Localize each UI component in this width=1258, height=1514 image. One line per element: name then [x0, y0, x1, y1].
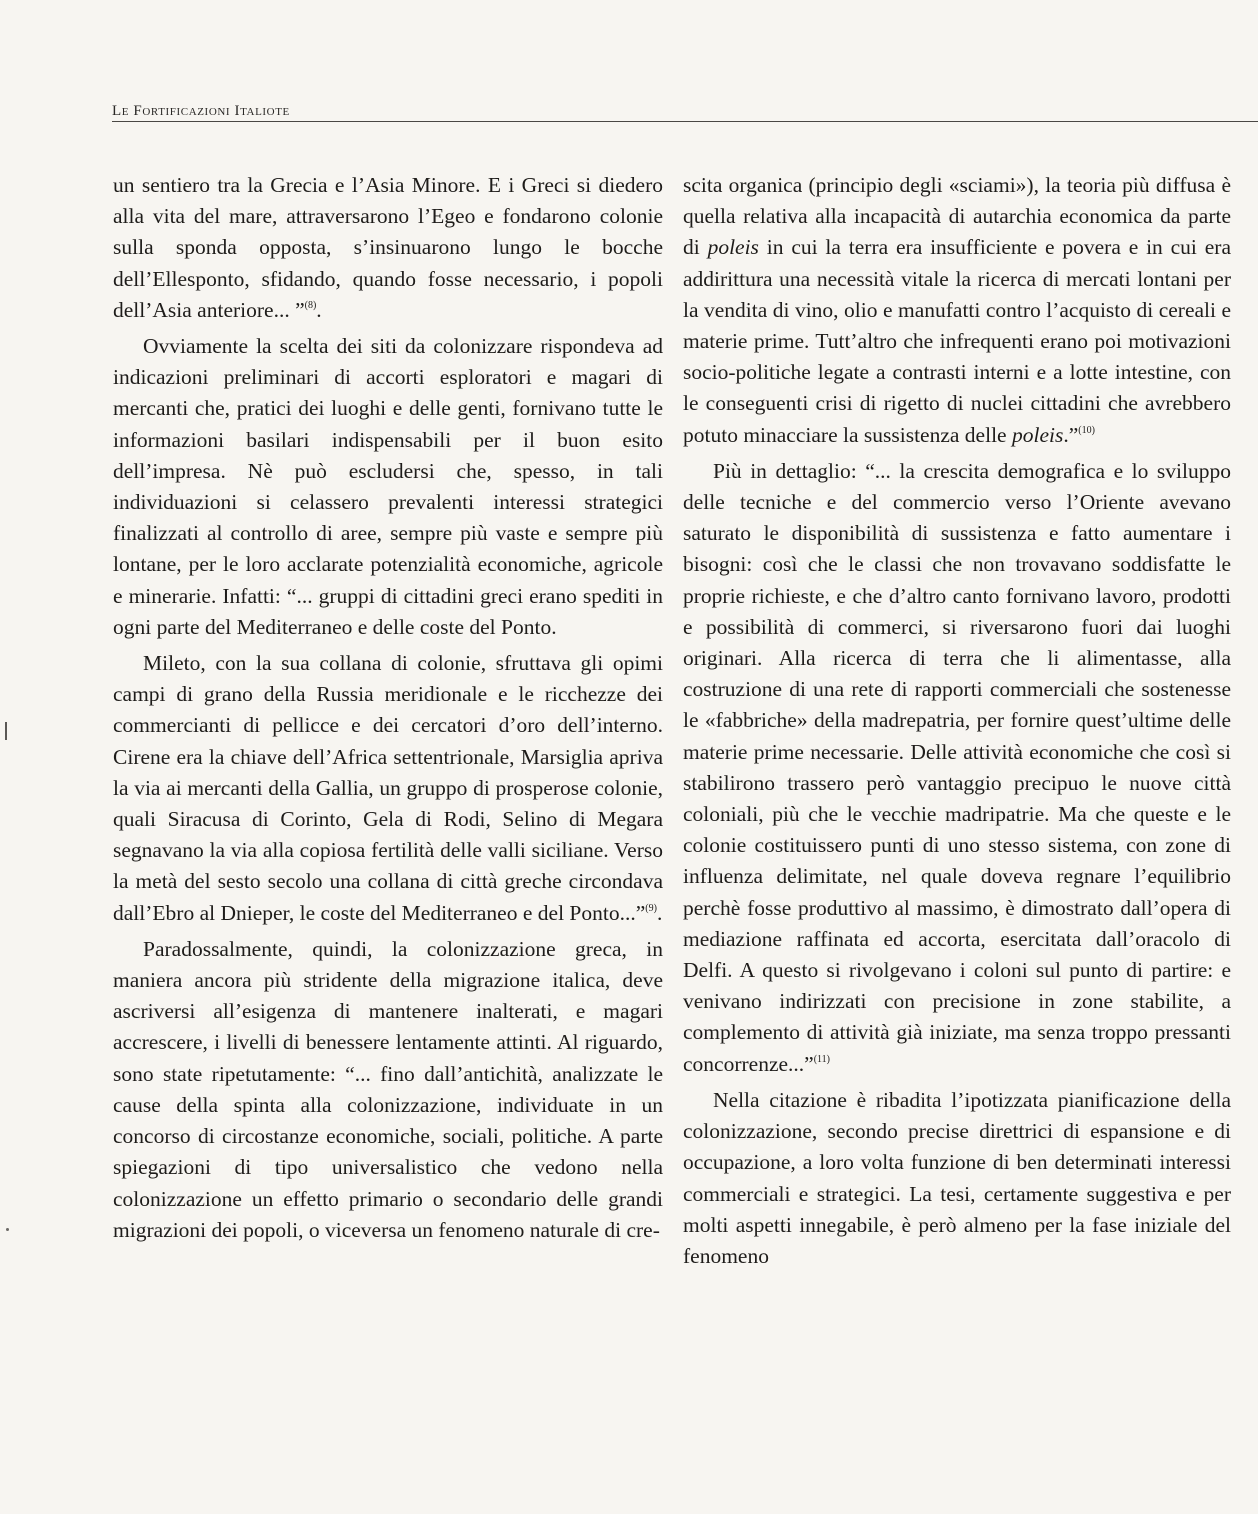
paragraph	[113, 170, 663, 326]
paragraph: Nella citazione è ribadita l’ipotizzata pianificazione della colonizzazione, secondo precise direttrici di espansione e di occupazione, a loro volta funzione di ben determinati interessi commerciali e strategici. La tesi, certamente suggestiva e per molti aspetti innegabile, è però almeno per la fase iniziale del fenomeno	[683, 1087, 1231, 1268]
paragraph	[683, 170, 1231, 451]
scan-margin-dot	[6, 1228, 9, 1231]
paragraph: Ovviamente la scelta dei siti da colonizzare rispondeva ad indicazioni preliminari di accorti esploratori e magari di mercanti che, pratici dei luoghi e delle genti, fornivano tutte le informazioni basilari indispensabili per il buon esito dell’impresa. Nè può escludersi che, spesso, in tali individuazioni si celassero prevalenti interessi strategici finalizzati al controllo di aree, sempre più vaste e sempre più lontane, per le loro acclarate potenzialità economiche, agricole e minerarie. Infatti: “... gruppi di cittadini greci erano spediti in ogni parte del Mediterraneo e delle coste del Ponto.	[113, 334, 663, 639]
paragraph-text: scita organica (principio degli «sciami»), la teoria più diffusa è quella relativa alla incapacità di autarchia economica da parte di	[683, 173, 1231, 260]
paragraph-text: un sentiero tra la Grecia e l’Asia Minore. E i Greci si diedero alla vita del mare, attraversarono l’Egeo e fondarono colonie sulla sponda opposta, s’insinuarono lungo le bocche dell’Ellesponto, sfidando, quando fosse necessario, i popoli dell’Asia anteriore... ”	[113, 173, 663, 322]
footnote-ref: (9)	[645, 902, 657, 914]
header-rule	[112, 121, 1258, 122]
footnote-ref: (10)	[1078, 424, 1095, 436]
paragraph	[683, 456, 1231, 1080]
footnote-ref: (11)	[813, 1053, 830, 1065]
left-column	[113, 170, 663, 1251]
paragraph-text: Più in dettaglio: “... la crescita demografica e lo sviluppo delle tecniche e del commercio verso l’Oriente avevano saturato le disponibilità di sussistenza e fatto aumentare i bisogni: così che le classi che non trovavano soddisfatte le proprie richieste, e che d’altro canto fornivano lavoro, prodotti e possibilità di commerci, si riversarono fuori dai luoghi originari. Alla ricerca di terra che li alimentasse, alla costruzione di una rete di rapporti commerciali che sostenesse le «fabbriche» della madrepatria, per fornire quest’ultime delle materie prime necessarie. Delle attività economiche che così si stabilirono trassero però vantaggio precipuo le nuove città coloniali, più che le vecchie madripatrie. Ma che queste e le colonie costituissero punti di uno stesso sistema, con zone di influenza delimitate, nel quale doveva regnare l’equilibrio perchè fosse produttivo al massimo, è dimostrato dall’opera di mediazione raffinata ed accorta, esercitata dall’oracolo di Delfi. A questo si rivolgevano i coloni sul punto di partire: e venivano indirizzati con precisione in zone stabilite, a complemento di attività già iniziate, ma senza troppo pressanti concorrenze...”	[683, 458, 1231, 1076]
footnote-ref: (8)	[304, 299, 317, 311]
paragraph-text: in cui la terra era insufficiente e povera e in cui era addirittura una necessità vitale la ricerca di mercati lontani per la vendita di vino, olio e manufatti contro l’acquisto di cereali e materie prime. Tutt’altro che infrequenti erano poi motivazioni socio-politiche legate a contrasti interni e a lotte intestine, con le conseguenti crisi di rigetto di nuclei cittadini che avrebbero potuto minacciare la sussistenza delle	[683, 235, 1231, 447]
running-head: Le Fortificazioni Italiote	[112, 103, 290, 119]
italic-term: poleis	[1011, 422, 1064, 447]
scan-margin-mark	[5, 722, 7, 740]
paragraph-text: .”	[1063, 422, 1079, 447]
paragraph	[113, 648, 663, 929]
paragraph-tail: .	[656, 900, 663, 925]
paragraph: Paradossalmente, quindi, la colonizzazione greca, in maniera ancora più stridente della migrazione italica, deve ascriversi all’esigenza di mantenere inalterati, e magari accrescere, i livelli di benessere lentamente attinti. Al riguardo, sono state ripetutamente: “... fino dall’antichità, analizzate le cause della spinta alla colonizzazione, individuate in un concorso di circostanze economiche, sociali, politiche. A parte spiegazioni di tipo universalistico che vedono nella colonizzazione un effetto primario o secondario delle grandi migrazioni dei popoli, o viceversa un fenomeno naturale di cre-	[113, 936, 663, 1242]
paragraph-text: Mileto, con la sua collana di colonie, sfruttava gli opimi campi di grano della Russia meridionale e le ricchezze dei commercianti di pellicce e dei cercatori d’oro dell’interno. Cirene era la chiave dell’Africa settentrionale, Marsiglia apriva la via ai mercanti della Gallia, un gruppo di prosperose colonie, quali Siracusa di Corinto, Gela di Rodi, Selino di Megara segnavano la via alla copiosa fertilità delle valli siciliane. Verso la metà del sesto secolo una collana di città greche circondava dall’Ebro al Dnieper, le coste del Mediterraneo e del Ponto...”	[113, 651, 663, 925]
italic-term: poleis	[707, 235, 759, 260]
right-column	[683, 170, 1231, 1277]
paragraph-tail: .	[316, 297, 322, 322]
